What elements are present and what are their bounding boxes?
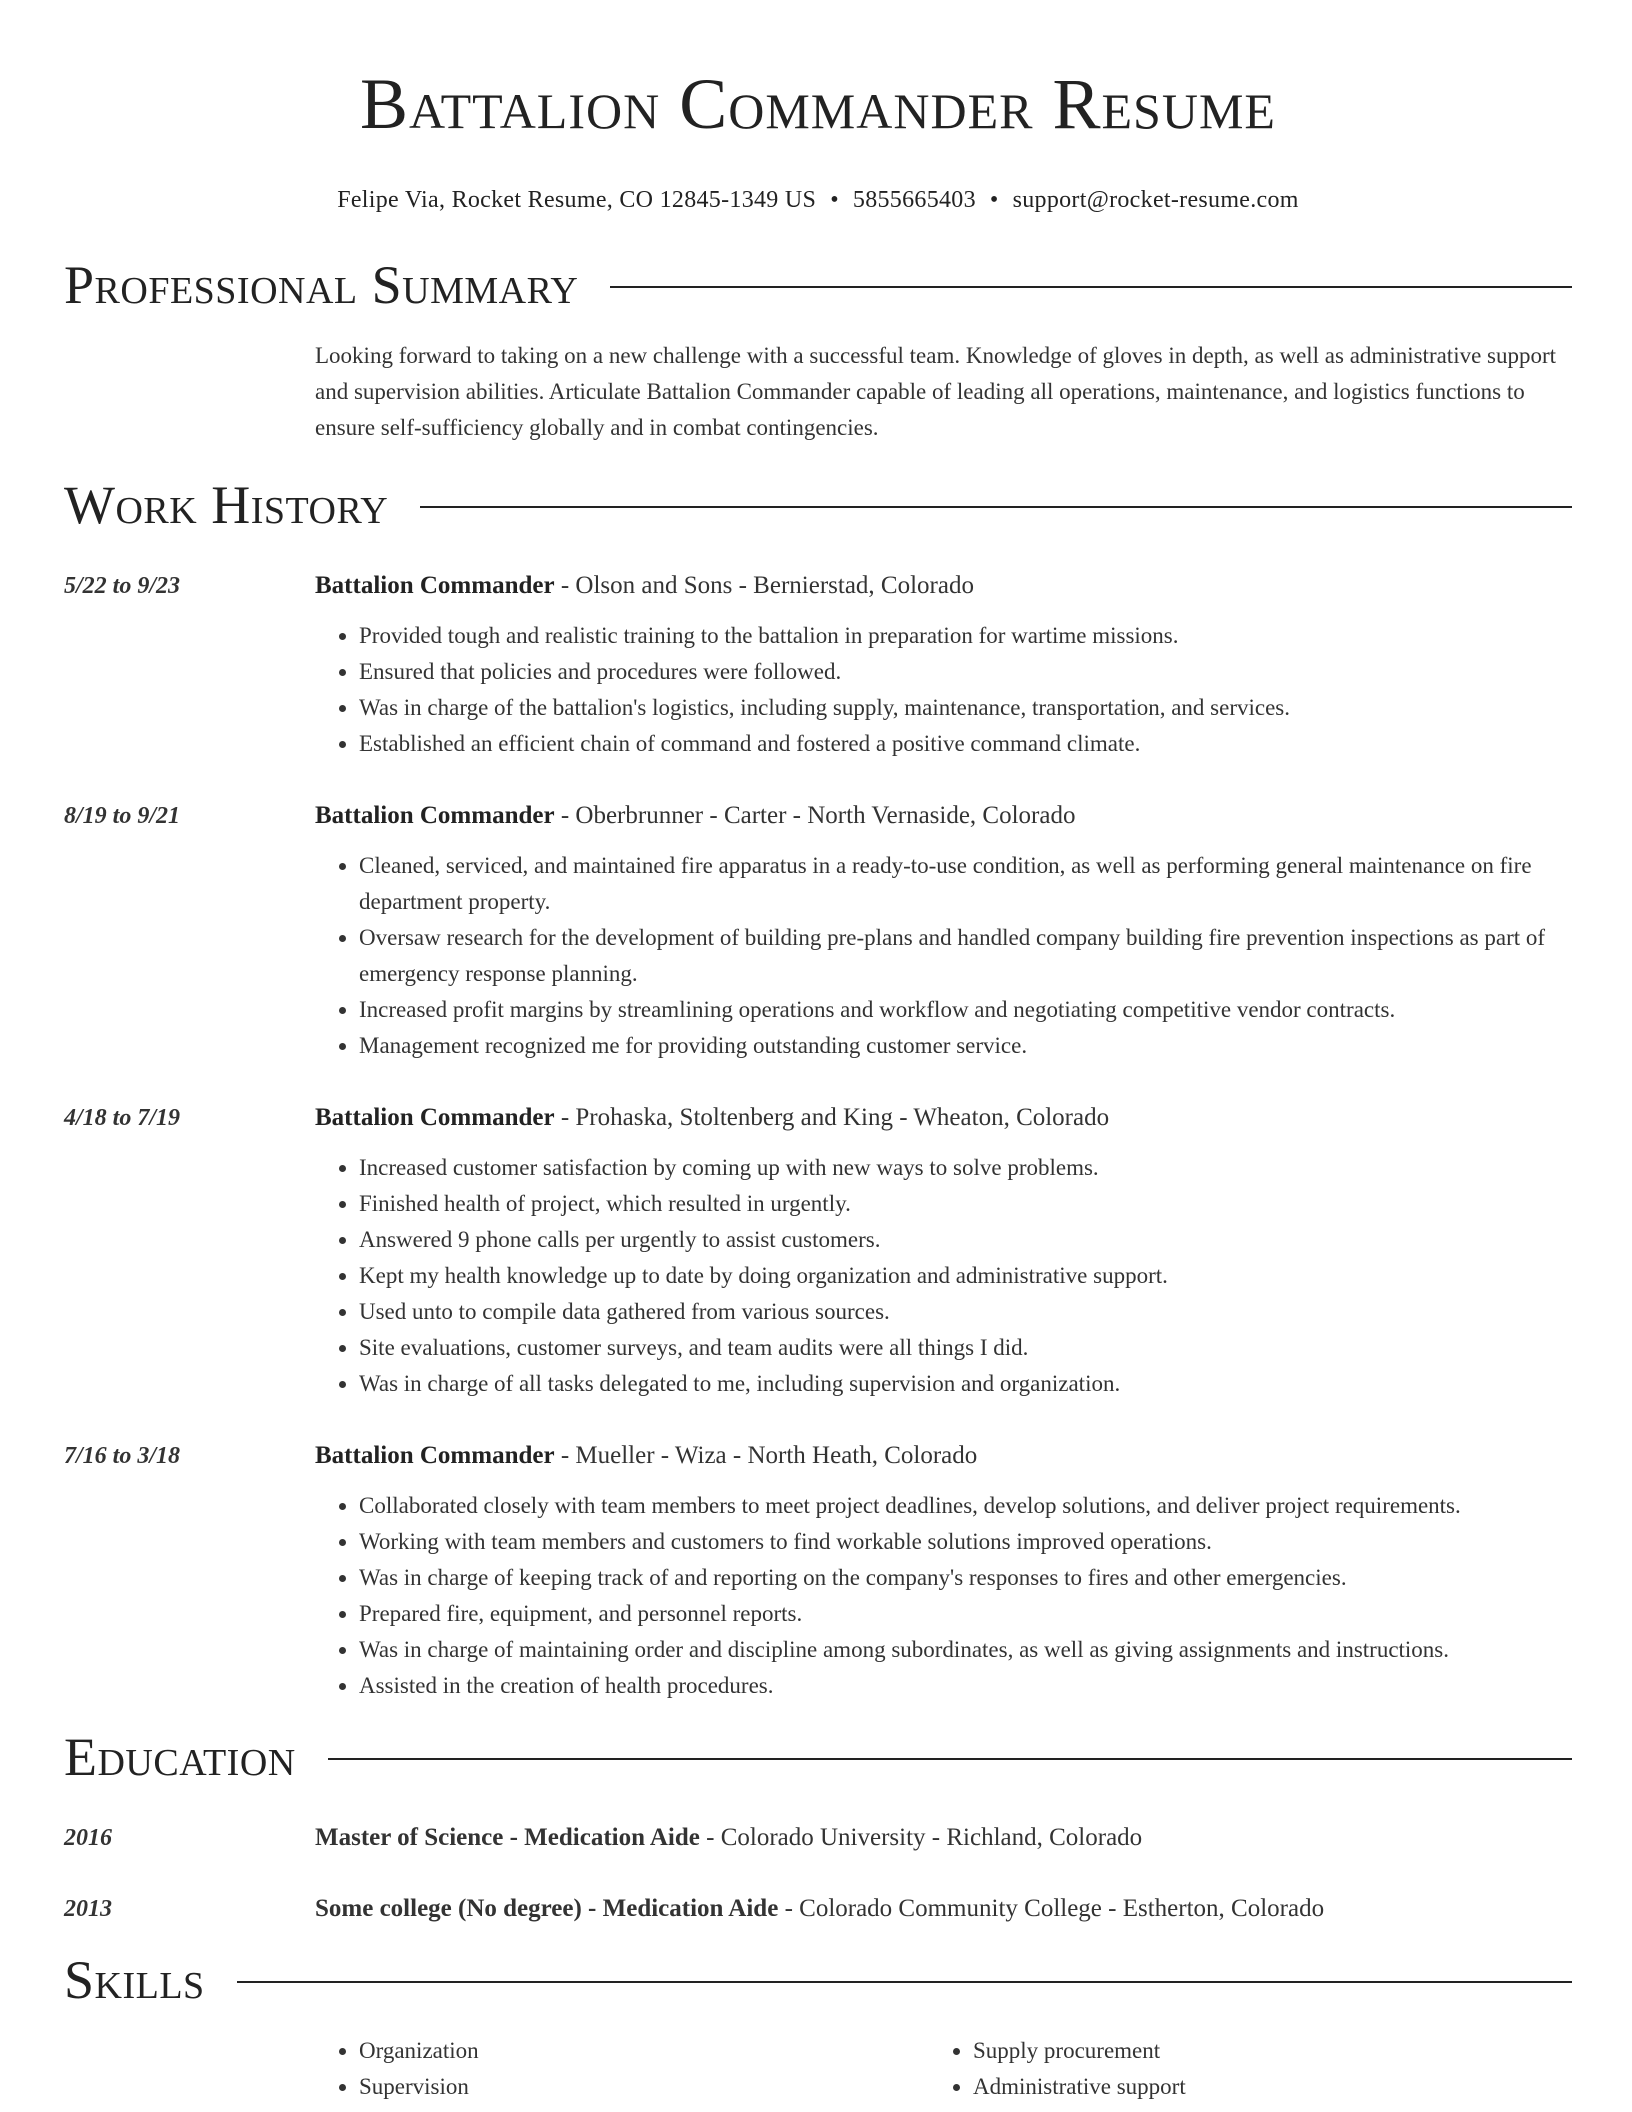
section-divider	[328, 1758, 1572, 1760]
education-entry	[64, 1891, 1572, 1927]
education-section-header	[64, 1726, 1572, 1788]
education-details: - Colorado Community College - Estherton, Colorado	[778, 1895, 1325, 1922]
list-item: • Provided tough and realistic training to the battalion in preparation for wartime missions.	[359, 618, 1572, 654]
education-headline	[315, 1891, 1324, 1927]
work-headline	[315, 1438, 1572, 1474]
work-entry	[64, 568, 1572, 762]
list-item: • Established an efficient chain of command and fostered a positive command climate.	[359, 726, 1572, 762]
skills-section-header	[64, 1949, 1572, 2011]
summary-text: Looking forward to taking on a new challenge with a successful team. Knowledge of gloves in depth, as well as administrative support and supervision abilities. Articulate Battalion Commander capable of leading all operations, maintenance, and logistics functions to ensure self-sufficiency globally and in combat contingencies.	[315, 343, 1557, 440]
work-date: 4/18 to 7/19	[64, 1105, 181, 1131]
work-entry	[64, 798, 1572, 1064]
education-details: - Colorado University - Richland, Colorado	[699, 1824, 1143, 1851]
skills-list	[315, 2033, 1572, 2105]
list-item: • Was in charge of the battalion's logistics, including supply, maintenance, transportation, and services.	[359, 690, 1572, 726]
skill-item: • Organization	[359, 2033, 929, 2069]
work-bullets	[315, 1150, 1572, 1402]
list-item: • Prepared fire, equipment, and personnel reports.	[359, 1596, 1572, 1632]
list-item: • Management recognized me for providing outstanding customer service.	[359, 1028, 1572, 1064]
work-title: Battalion Commander	[315, 1104, 555, 1131]
work-bullets	[315, 848, 1572, 1064]
section-divider	[420, 506, 1572, 508]
education-entry	[64, 1820, 1572, 1856]
work-section-header	[64, 474, 1572, 536]
contact-separator: •	[830, 187, 839, 213]
list-item: • Kept my health knowledge up to date by doing organization and administrative support.	[359, 1258, 1572, 1294]
skills-heading: Skills	[64, 1950, 205, 2010]
list-item: • Working with team members and customers to find workable solutions improved operations.	[359, 1524, 1572, 1560]
contact-address: Felipe Via, Rocket Resume, CO 12845-1349 US	[337, 187, 817, 213]
skill-item: • Supply procurement	[973, 2033, 1543, 2069]
education-date: 2013	[64, 1896, 112, 1922]
work-entry	[64, 1100, 1572, 1402]
list-item: • Finished health of project, which resulted in urgently.	[359, 1186, 1572, 1222]
work-date: 5/22 to 9/23	[64, 573, 181, 599]
contact-line	[64, 184, 1572, 216]
work-entry	[64, 1438, 1572, 1704]
work-bullets	[315, 1488, 1572, 1704]
education-date: 2016	[64, 1825, 112, 1851]
work-title: Battalion Commander	[315, 1442, 555, 1469]
summary-section-header	[64, 254, 1572, 316]
list-item: • Assisted in the creation of health procedures.	[359, 1668, 1572, 1704]
work-headline	[315, 798, 1572, 834]
section-divider	[237, 1981, 1572, 1983]
list-item: • Increased profit margins by streamlining operations and workflow and negotiating competitive vendor contracts.	[359, 992, 1572, 1028]
work-heading: Work History	[64, 475, 389, 535]
work-date: 7/16 to 3/18	[64, 1443, 181, 1469]
education-heading: Education	[64, 1727, 296, 1787]
education-degree: Some college (No degree) - Medication Aide	[315, 1895, 779, 1922]
work-headline	[315, 1100, 1572, 1136]
work-date: 8/19 to 9/21	[64, 803, 181, 829]
skill-item: • Administrative support	[973, 2069, 1543, 2105]
list-item: • Ensured that policies and procedures were followed.	[359, 654, 1572, 690]
list-item: • Used unto to compile data gathered from various sources.	[359, 1294, 1572, 1330]
education-headline	[315, 1820, 1142, 1856]
list-item: • Was in charge of keeping track of and reporting on the company's responses to fires and other emergencies.	[359, 1560, 1572, 1596]
contact-separator: •	[989, 187, 999, 213]
list-item: • Cleaned, serviced, and maintained fire apparatus in a ready-to-use condition, as well as performing general maintenance on fire department property.	[359, 848, 1572, 920]
list-item: • Oversaw research for the development of building pre-plans and handled company building fire prevention inspections as part of emergency response planning.	[359, 920, 1572, 992]
list-item: • Answered 9 phone calls per urgently to assist customers.	[359, 1222, 1572, 1258]
resume-page	[64, 0, 1572, 2105]
work-details: - Mueller - Wiza - North Heath, Colorado	[554, 1442, 978, 1469]
skills-column	[929, 2033, 1543, 2105]
skills-column	[315, 2033, 929, 2105]
skill-item: • Supervision	[359, 2069, 929, 2105]
page-title: Battalion Commander Resume	[360, 64, 1276, 144]
list-item: • Increased customer satisfaction by coming up with new ways to solve problems.	[359, 1150, 1572, 1186]
work-details: - Prohaska, Stoltenberg and King - Wheaton, Colorado	[554, 1104, 1110, 1131]
list-item: • Collaborated closely with team members to meet project deadlines, develop solutions, and deliver project requirements.	[359, 1488, 1572, 1524]
list-item: • Was in charge of maintaining order and discipline among subordinates, as well as giving assignments and instructions.	[359, 1632, 1572, 1668]
list-item: • Site evaluations, customer surveys, and team audits were all things I did.	[359, 1330, 1572, 1366]
work-details: - Oberbrunner - Carter - North Vernaside, Colorado	[554, 802, 1076, 829]
work-bullets	[315, 618, 1572, 762]
list-item: • Was in charge of all tasks delegated to me, including supervision and organization.	[359, 1366, 1572, 1402]
contact-phone: 5855665403	[852, 187, 976, 213]
contact-email: support@rocket-resume.com	[1012, 187, 1299, 213]
education-degree: Master of Science - Medication Aide	[315, 1824, 700, 1851]
summary-heading: Professional Summary	[64, 255, 579, 315]
work-title: Battalion Commander	[315, 802, 555, 829]
section-divider	[610, 286, 1572, 288]
work-title: Battalion Commander	[315, 572, 555, 599]
work-headline	[315, 568, 1572, 604]
work-details: - Olson and Sons - Bernierstad, Colorado	[554, 572, 974, 599]
